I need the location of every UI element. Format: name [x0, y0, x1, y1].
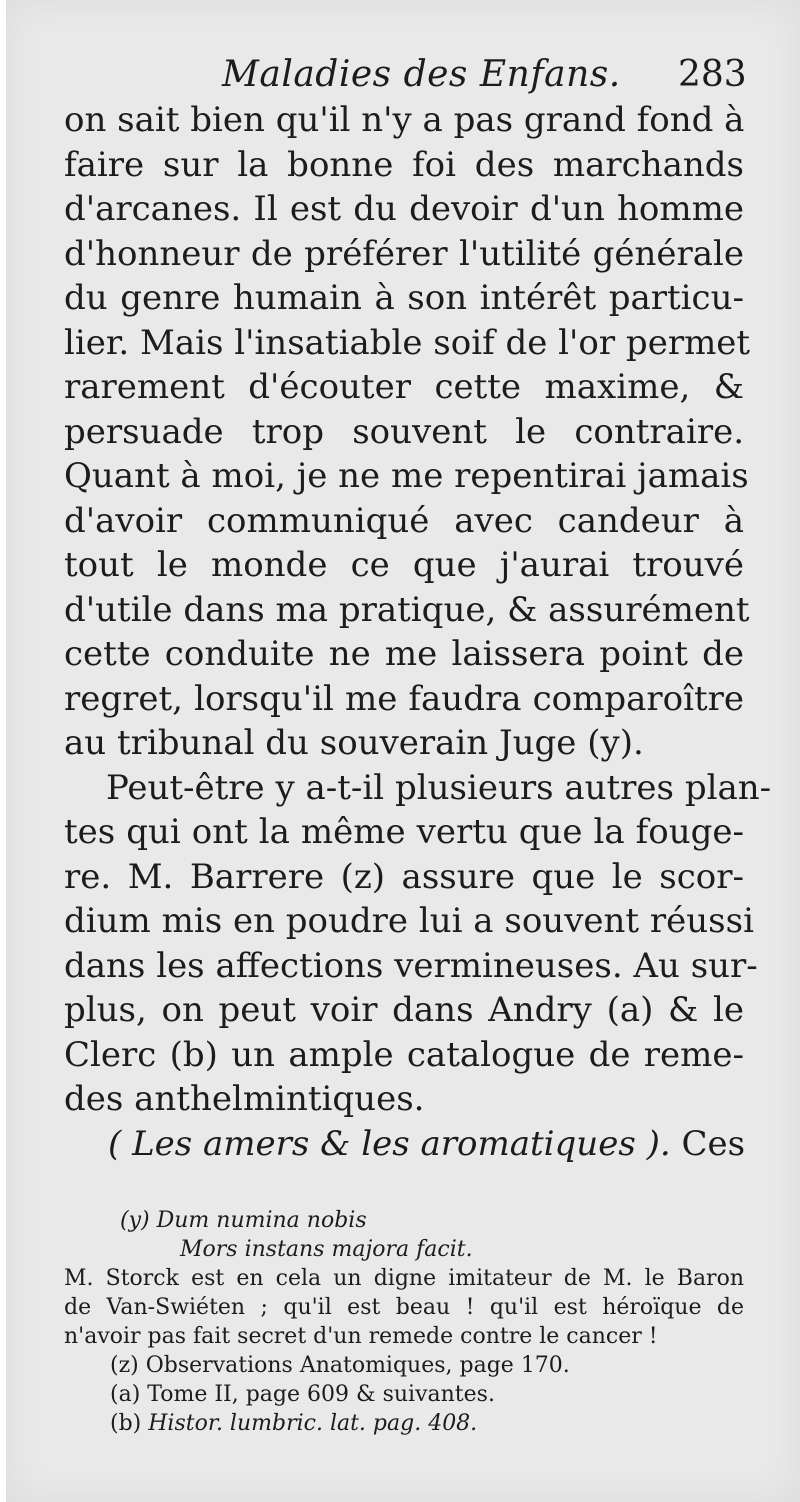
main-text: [64, 98, 772, 1166]
text-line: persuade trop souvent le contraire.: [64, 411, 744, 452]
footnote-y-text: M. Storck est en cela un digne imitateur de M. le Baron: [64, 1266, 744, 1291]
rubric-line: [64, 1122, 744, 1167]
footnote-b: [64, 1409, 744, 1438]
text-line: lier. Mais l'insatiable soif de l'or permet: [64, 322, 751, 363]
text-line: d'arcanes. Il est du devoir d'un homme: [64, 189, 744, 229]
text-line: Peut-être y a-t-il plusieurs autres plan-: [106, 767, 772, 808]
book-page: [6, 0, 800, 1502]
quote-line-2: Mors instans majora facit.: [180, 1237, 473, 1262]
text-line: du genre humain à son intérêt particu-: [64, 278, 744, 318]
text-line: tout le monde ce que j'aurai trouvé: [64, 545, 744, 585]
text-line: Quant à moi, je ne me repentirai jamais: [64, 456, 749, 496]
text-line: faire sur la bonne foi des marchands: [64, 144, 744, 185]
text-line: d'avoir communiqué avec candeur à: [64, 500, 744, 541]
rubric-heading: ( Les amers & les aromatiques ).: [108, 1123, 671, 1164]
quote-line-1: Dum numina nobis: [156, 1208, 367, 1233]
page-number: 283: [678, 54, 747, 95]
footnote-mark-y: (y): [120, 1208, 150, 1233]
text-line: on sait bien qu'il n'y a pas grand fond à: [64, 100, 745, 140]
footnote-y-text: de Van-Swiéten ; qu'il est beau ! qu'il est héroïque de: [64, 1295, 744, 1320]
text-line: tes qui ont la même vertu que la fouge-: [64, 812, 744, 852]
footnote-b-text: Histor. lumbric. lat. pag. 408.: [148, 1411, 478, 1436]
text-line: au tribunal du souverain Juge (y).: [64, 723, 644, 763]
text-line: d'honneur de préférer l'utilité générale: [64, 233, 744, 274]
rubric-tail: Ces: [681, 1123, 746, 1164]
text-line: re. M. Barrere (z) assure que le scor-: [64, 856, 744, 897]
text-line: d'utile dans ma pratique, & assurément: [64, 589, 750, 630]
footnote-y-quote-1: [64, 1206, 744, 1235]
footnote-mark-b: (b): [110, 1411, 142, 1436]
text-line: cette conduite ne me laissera point de: [64, 634, 744, 674]
running-title: Maladies des Enfans.: [222, 54, 621, 95]
text-line: Clerc (b) un ample catalogue de reme-: [64, 1034, 744, 1075]
footnote-a: (a) Tome II, page 609 & suivantes.: [110, 1382, 495, 1407]
text-line: plus, on peut voir dans Andry (a) & le: [64, 990, 744, 1030]
footnote-z: (z) Observations Anatomiques, page 170.: [110, 1353, 570, 1378]
text-line: dans les affections vermineuses. Au sur-: [64, 945, 758, 986]
text-line: rarement d'écouter cette maxime, &: [64, 367, 744, 407]
footnotes: [64, 1206, 744, 1438]
page-header: [206, 50, 766, 100]
text-line: regret, lorsqu'il me faudra comparoître: [64, 678, 744, 719]
footnote-y-text: n'avoir pas fait secret d'un remede contre le cancer !: [64, 1324, 658, 1349]
text-line: des anthelmintiques.: [64, 1079, 425, 1119]
text-line: dium mis en poudre lui a souvent réussi: [64, 901, 754, 941]
